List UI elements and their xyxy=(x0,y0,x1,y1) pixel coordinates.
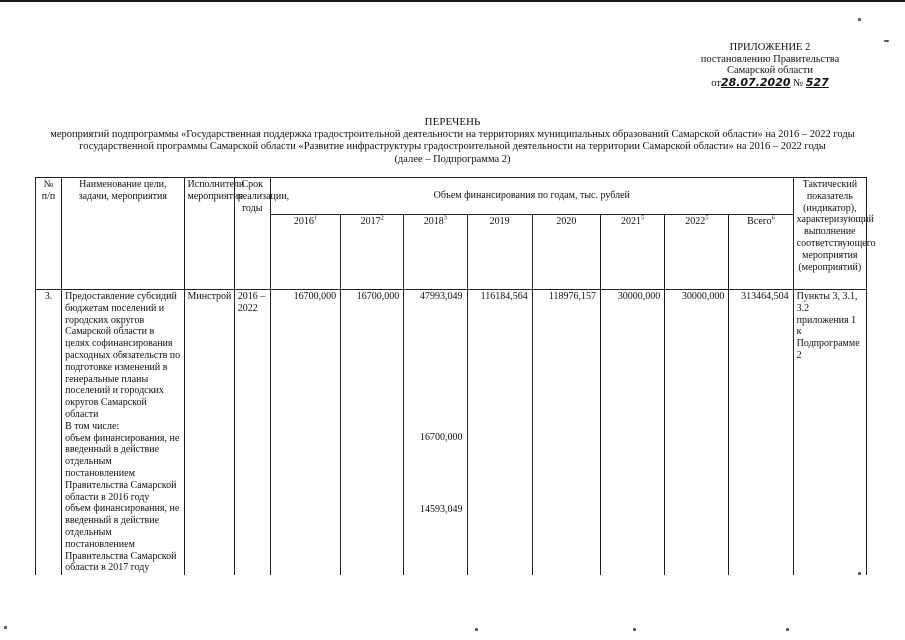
value-2020: 118976,157 xyxy=(532,290,600,576)
year-label: 2016 xyxy=(293,216,314,227)
handwritten-date: 28.07.2020 xyxy=(720,75,791,89)
header-name: Наименование цели, задачи, мероприятия xyxy=(62,178,184,290)
header-term: Срок реализации, годы xyxy=(234,178,270,290)
heading-line-3: (далее – Подпрограмма 2) xyxy=(394,153,511,165)
scan-speck xyxy=(4,626,7,629)
row-executor: Минстрой xyxy=(184,290,234,576)
sub-item-2016: объем финансирования, не введенный в действие отдельным постановлением Правительства Самарской области в 2016 году xyxy=(65,432,180,503)
year-label: Всего xyxy=(747,216,772,227)
year-header xyxy=(270,215,340,290)
year-footnote: 2 xyxy=(380,214,384,222)
appendix-title: ПРИЛОЖЕНИЕ 2 xyxy=(729,42,811,53)
including-label: В том числе: xyxy=(65,420,120,432)
year-label: 2019 xyxy=(489,216,510,227)
heading-line-2: государственной программы Самарской области «Развитие инфраструктуры градостроительной деятельности на территории Самарской области» на 2016 – 2022 годы xyxy=(79,141,826,152)
value-2018: 47993,049 xyxy=(420,291,463,302)
year-header xyxy=(600,215,664,290)
appendix-block xyxy=(690,42,850,89)
year-label: 2017 xyxy=(360,216,381,227)
year-header xyxy=(729,215,793,290)
year-header xyxy=(341,215,404,290)
year-label: 2020 xyxy=(556,216,577,227)
year-label: 2022 xyxy=(685,216,706,227)
document-title: ПЕРЕЧЕНЬ xyxy=(424,116,481,128)
value-2016: 16700,000 xyxy=(270,290,340,576)
header-indicator: Тактический показатель (индикатор), характеризующий выполнение соответствующего мероприятия (мероприятий) xyxy=(793,178,866,290)
header-financing: Объем финансирования по годам, тыс. рублей xyxy=(270,178,793,215)
sub-item-2017: объем финансирования, не введенный в действие отдельным постановлением Правительства Самарской области в 2017 году xyxy=(65,503,180,574)
year-header xyxy=(404,215,467,290)
appendix-date-line xyxy=(690,77,850,90)
scan-speck xyxy=(475,628,478,631)
scan-speck xyxy=(858,572,861,575)
value-2022: 30000,000 xyxy=(665,290,729,576)
document-heading xyxy=(0,116,905,166)
scan-speck xyxy=(858,18,861,21)
year-footnote: 1 xyxy=(313,214,318,222)
year-footnote: 3 xyxy=(443,214,448,222)
value-2018-cell xyxy=(404,290,467,576)
value-2019: 116184,564 xyxy=(467,290,532,576)
row-term: 2016 – 2022 xyxy=(234,290,270,576)
value-2021: 30000,000 xyxy=(600,290,664,576)
number-label: № xyxy=(793,77,804,89)
scan-speck xyxy=(884,40,889,42)
scan-top-edge xyxy=(0,0,905,2)
sub-value-2016: 16700,000 xyxy=(420,432,463,443)
handwritten-number: 527 xyxy=(805,75,829,89)
measures-table xyxy=(35,177,876,575)
appendix-resolution: постановлению Правительства xyxy=(700,53,840,65)
year-footnote: 5 xyxy=(640,214,645,222)
year-header xyxy=(467,215,532,290)
scan-speck xyxy=(633,628,636,631)
header-executor: Исполнители мероприятия xyxy=(184,178,234,290)
scan-speck xyxy=(786,628,789,631)
value-2017: 16700,000 xyxy=(341,290,404,576)
year-header xyxy=(665,215,729,290)
date-prefix: от xyxy=(711,77,721,89)
sub-value-2017: 14593,049 xyxy=(420,504,463,515)
row-number: 3. xyxy=(36,290,62,576)
value-total: 313464,504 xyxy=(729,290,793,576)
header-row xyxy=(36,178,867,215)
year-footnote: 5 xyxy=(705,214,709,222)
year-label: 2018 xyxy=(423,216,444,227)
row-description xyxy=(62,290,184,576)
row-name: Предоставление субсидий бюджетам поселений и городских округов Самарской области в целях софинансирования расходных обязательств по подготовке изменений в генеральные планы поселений и городских округов Самарской области xyxy=(65,291,181,420)
appendix-region: Самарской области xyxy=(727,65,813,76)
year-header xyxy=(532,215,600,290)
year-label: 2021 xyxy=(620,216,641,227)
header-num: № п/п xyxy=(36,178,62,290)
table-row xyxy=(36,290,867,576)
heading-line-1: мероприятий подпрограммы «Государственная поддержка градостроительной деятельности на территориях муниципальных образований Самарской области» на 2016 – 2022 годы xyxy=(50,128,855,140)
row-indicator: Пункты 3, 3.1, 3.2 приложения 1 к Подпрограмме 2 xyxy=(793,290,866,576)
year-footnote: 6 xyxy=(771,214,775,222)
